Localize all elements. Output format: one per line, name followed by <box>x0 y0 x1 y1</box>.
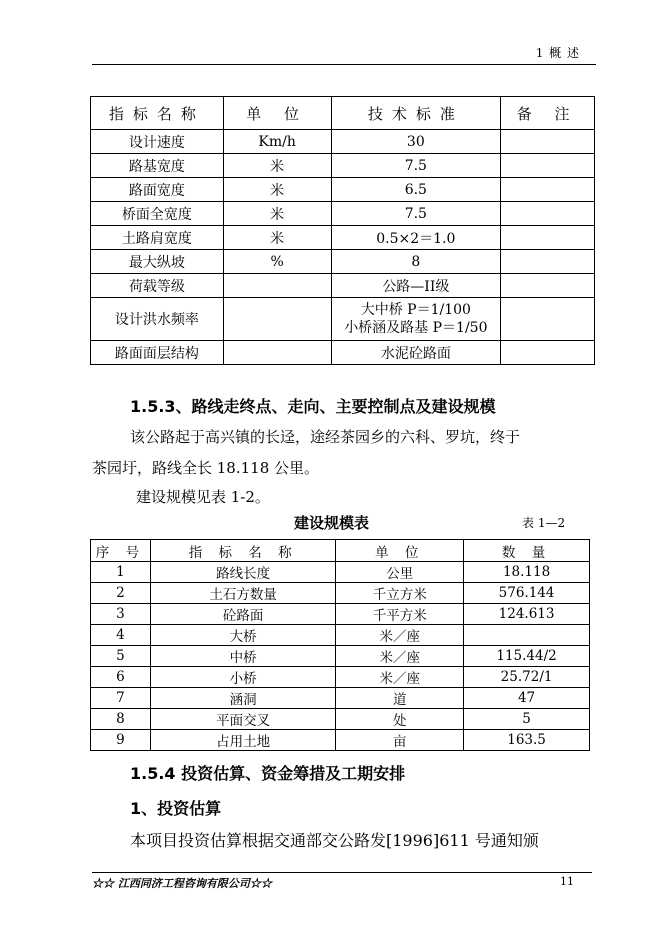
page-number: 11 <box>560 875 574 888</box>
cell: 路面宽度 <box>91 178 224 202</box>
table-header-row <box>91 540 590 562</box>
cell: 7.5 <box>331 154 501 178</box>
table-row <box>91 604 590 625</box>
cell: 576.144 <box>464 583 590 604</box>
cell: Km/h <box>223 130 331 154</box>
cell: 公路—II级 <box>331 274 501 298</box>
cell: 8 <box>331 250 501 274</box>
cell: 115.44/2 <box>464 646 590 667</box>
cell: 桥面全宽度 <box>91 202 224 226</box>
cell: 米 <box>223 226 331 250</box>
cell: 5 <box>464 709 590 730</box>
technical-standards-table <box>90 96 595 365</box>
cell: 占用土地 <box>150 730 336 751</box>
cell <box>464 625 590 646</box>
table-row <box>91 154 595 178</box>
cell: 水泥砼路面 <box>331 341 501 365</box>
cell <box>501 202 595 226</box>
cell: 30 <box>331 130 501 154</box>
cell: 大桥 <box>150 625 336 646</box>
cell: 米／座 <box>336 625 464 646</box>
cell: 道 <box>336 688 464 709</box>
table-row <box>91 688 590 709</box>
cell: 6.5 <box>331 178 501 202</box>
chapter-header: 1 概 述 <box>535 46 580 60</box>
table-row <box>91 298 595 341</box>
cell: 5 <box>91 646 151 667</box>
table-row <box>91 274 595 298</box>
table-row <box>91 130 595 154</box>
cell <box>501 274 595 298</box>
cell: 163.5 <box>464 730 590 751</box>
subsection-heading: 1、投资估算 <box>130 799 222 818</box>
flood-line-2: 小桥涵及路基 P＝1/50 <box>344 320 488 336</box>
cell: 路基宽度 <box>91 154 224 178</box>
table-row <box>91 178 595 202</box>
cell: 平面交叉 <box>150 709 336 730</box>
cell: 2 <box>91 583 151 604</box>
cell: 公里 <box>336 562 464 583</box>
paragraph-line: 茶园圩，路线全长 18.118 公里。 <box>92 459 320 477</box>
col-header: 技术标准 <box>331 97 501 130</box>
cell <box>501 178 595 202</box>
cell: 涵洞 <box>150 688 336 709</box>
table-row <box>91 625 590 646</box>
cell <box>223 298 331 341</box>
paragraph-line: 该公路起于高兴镇的长迳，途经茶园乡的六科、罗坑，终于 <box>130 428 521 446</box>
col-header: 数 量 <box>464 540 590 562</box>
cell: % <box>223 250 331 274</box>
table2-title: 建设规模表 <box>294 514 370 532</box>
cell: 千平方米 <box>336 604 464 625</box>
section-heading-1-5-4: 1.5.4 投资估算、资金筹措及工期安排 <box>130 764 406 783</box>
cell: 砼路面 <box>150 604 336 625</box>
table-row <box>91 583 590 604</box>
cell: 米 <box>223 202 331 226</box>
table-row <box>91 709 590 730</box>
cell: 8 <box>91 709 151 730</box>
table-row <box>91 667 590 688</box>
cell <box>501 298 595 341</box>
cell: 7 <box>91 688 151 709</box>
table-row <box>91 202 595 226</box>
col-header: 备 注 <box>501 97 595 130</box>
table-row <box>91 341 595 365</box>
cell: 47 <box>464 688 590 709</box>
table-row <box>91 730 590 751</box>
cell: 0.5×2＝1.0 <box>331 226 501 250</box>
cell: 米 <box>223 154 331 178</box>
cell: 1 <box>91 562 151 583</box>
cell: 土石方数量 <box>150 583 336 604</box>
cell <box>501 250 595 274</box>
paragraph: 建设规模见表 1-2。 <box>136 488 270 506</box>
cell: 土路肩宽度 <box>91 226 224 250</box>
construction-scale-table <box>90 539 590 751</box>
cell: 荷载等级 <box>91 274 224 298</box>
cell <box>501 341 595 365</box>
table2-number: 表 1—2 <box>522 516 566 530</box>
col-header: 指 标 名 称 <box>150 540 336 562</box>
table-header-row <box>91 97 595 130</box>
cell: 18.118 <box>464 562 590 583</box>
cell: 6 <box>91 667 151 688</box>
flood-line-1: 大中桥 P＝1/100 <box>360 302 471 318</box>
cell: 7.5 <box>331 202 501 226</box>
cell: 千立方米 <box>336 583 464 604</box>
table-row <box>91 250 595 274</box>
cell: 设计洪水频率 <box>91 298 224 341</box>
col-header: 序 号 <box>91 540 151 562</box>
cell: 处 <box>336 709 464 730</box>
cell: 米／座 <box>336 646 464 667</box>
cell: 米 <box>223 178 331 202</box>
cell: 设计速度 <box>91 130 224 154</box>
paragraph: 本项目投资估算根据交通部交公路发[1996]611 号通知颁 <box>130 831 539 850</box>
cell <box>501 130 595 154</box>
footer-company: ☆☆ 江西同济工程咨询有限公司☆☆ <box>92 877 272 890</box>
cell: 小桥 <box>150 667 336 688</box>
cell: 路面面层结构 <box>91 341 224 365</box>
cell: 4 <box>91 625 151 646</box>
cell: 9 <box>91 730 151 751</box>
section-heading-1-5-3: 1.5.3、路线走终点、走向、主要控制点及建设规模 <box>130 397 496 416</box>
cell <box>501 154 595 178</box>
cell: 3 <box>91 604 151 625</box>
col-header: 单 位 <box>223 97 331 130</box>
cell <box>223 274 331 298</box>
col-header: 单 位 <box>336 540 464 562</box>
footer-rule <box>92 872 592 873</box>
cell-flood-frequency <box>331 298 501 341</box>
cell: 路线长度 <box>150 562 336 583</box>
table-row <box>91 562 590 583</box>
cell: 亩 <box>336 730 464 751</box>
cell: 最大纵坡 <box>91 250 224 274</box>
header-rule <box>92 64 596 65</box>
cell: 中桥 <box>150 646 336 667</box>
table-row <box>91 226 595 250</box>
cell: 25.72/1 <box>464 667 590 688</box>
cell <box>501 226 595 250</box>
table-row <box>91 646 590 667</box>
cell <box>223 341 331 365</box>
cell: 米／座 <box>336 667 464 688</box>
col-header: 指标名称 <box>91 97 224 130</box>
cell: 124.613 <box>464 604 590 625</box>
